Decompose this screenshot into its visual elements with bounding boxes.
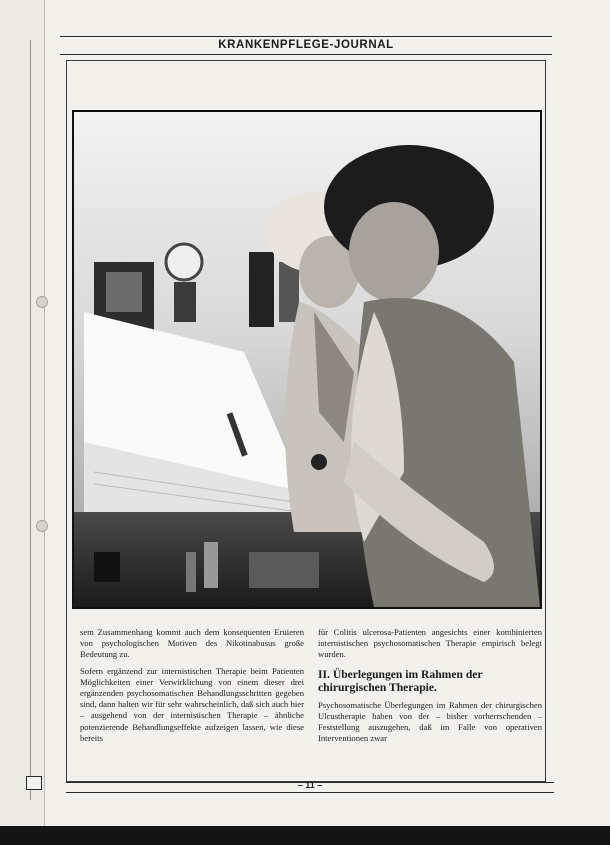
photograph xyxy=(72,110,542,609)
binder-strip xyxy=(0,0,45,845)
left-column xyxy=(80,627,304,777)
right-column xyxy=(318,627,542,777)
left-paragraph-2: Sofern ergänzend zur internistischen Therapie beim Patienten Möglichkeiten einer Verwirklichung von einem dieser drei ergänzenden psychosomatischen Behandlungsschritten gegeben sind, dann halten wir für sehr wahrscheinlich, daß sich auch hier – ausgehend von der internistischen Therapie – ähnliche potenzierende Behandlungseffekte aufzeigen lassen, wie diese bereits xyxy=(80,665,304,743)
right-paragraph-body: Psychosomatische Überlegungen im Rahmen der chirurgischen Ulcustherapie haben von der – bisher vorherrschenden – Feststellung auszugehen, daß im Falle von operativen Interventionen zwar xyxy=(318,699,542,744)
header-rule-bottom xyxy=(60,54,552,55)
page-number: – 11 – xyxy=(297,780,323,790)
scan-bottom-edge xyxy=(0,826,610,845)
punch-hole xyxy=(36,520,48,532)
photograph-nurses-at-desk-icon xyxy=(74,112,540,607)
header-rule-top xyxy=(60,36,552,37)
footer-rule-bottom xyxy=(66,792,554,793)
section-heading: II. Überlegungen im Rahmen der chirurgischen Therapie. xyxy=(318,667,483,694)
right-paragraph-intro: für Colitis ulcerosa-Patienten angesichts einer kombinierten internistischen psychosomatischen Therapie empirisch belegt wurden. xyxy=(318,627,542,660)
binder-edge-line xyxy=(30,40,31,800)
journal-title: KRANKENPFLEGE-JOURNAL xyxy=(218,39,394,51)
article-text xyxy=(80,627,542,777)
corner-tab xyxy=(26,776,42,790)
left-paragraph-1: sem Zusammenhang kommt auch dem konsequenten Eruieren von psychologischen Motiven des Nikotinabusus große Bedeutung zu. xyxy=(80,627,304,660)
punch-hole xyxy=(36,296,48,308)
